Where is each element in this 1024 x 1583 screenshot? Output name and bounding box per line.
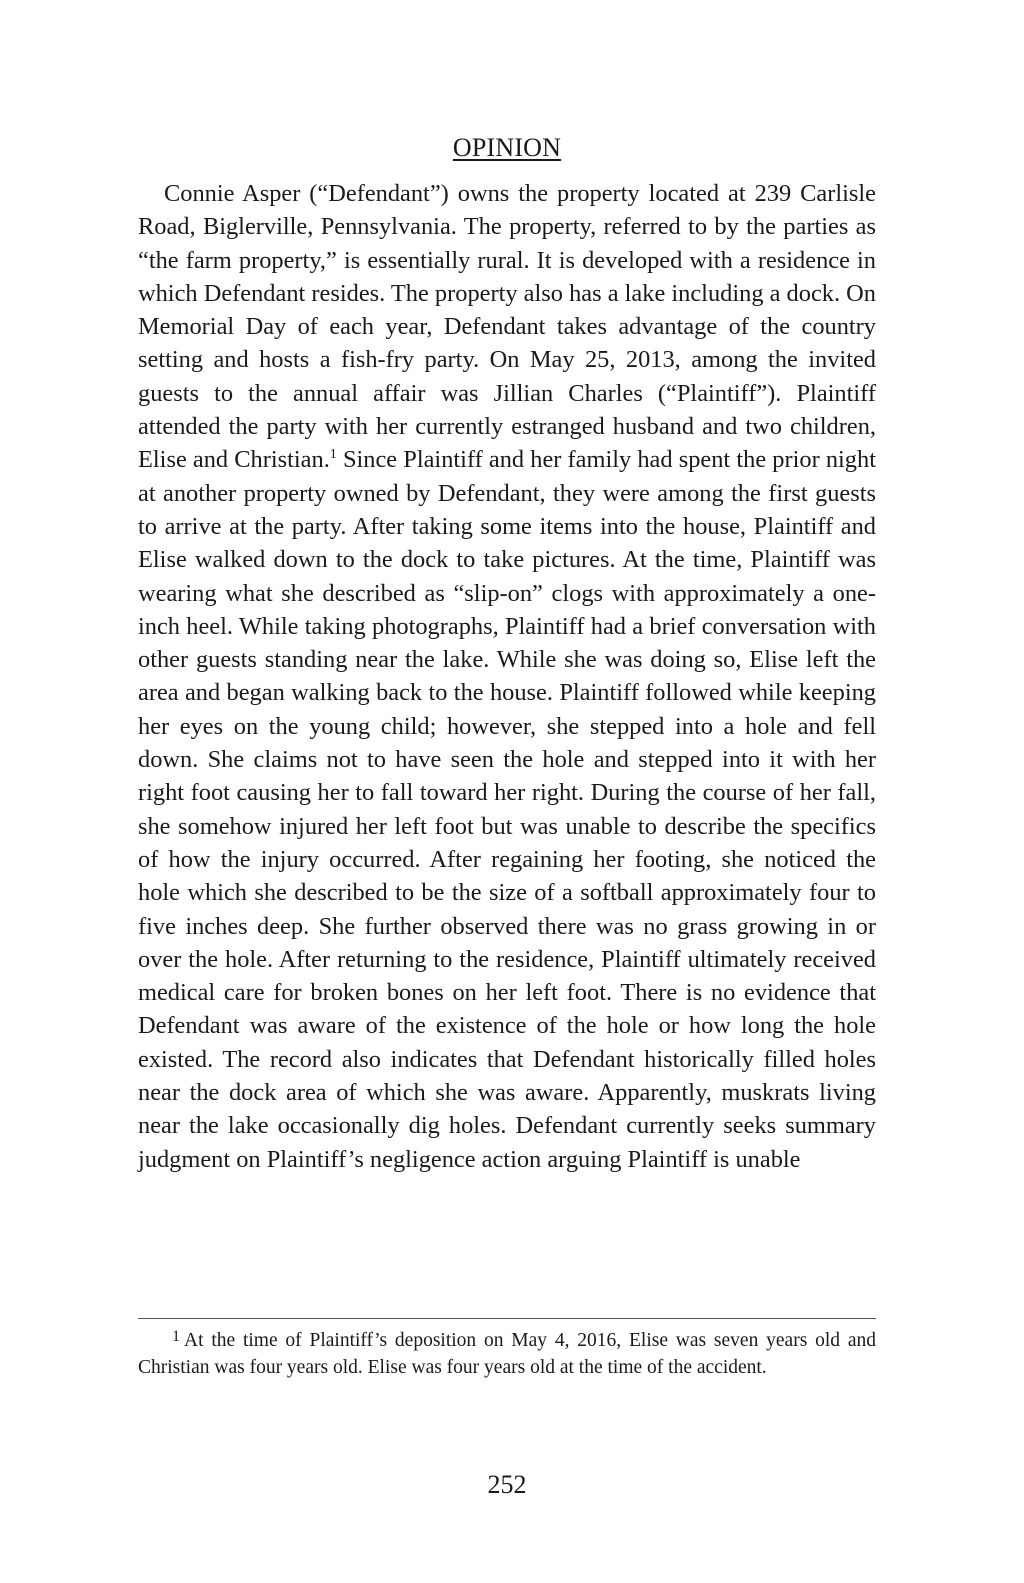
page-number: 252 [487,1470,527,1499]
section-heading: OPINION [452,133,562,162]
footnote-reference[interactable]: 1 [329,447,337,463]
footnote-divider [138,1318,876,1319]
paragraph-text-part-1: Connie Asper (“Defendant”) owns the property located at 239 Carlisle Road, Biglerville, Pennsylvania. The property, referred to by the parties as “the farm property,” is essentially rural. It is developed with a residence in which Defendant resides. The property also has a lake including a dock. On Memorial Day of each year, Defendant takes advantage of the country setting and hosts a fish-fry party. On May 25, 2013, among the invited guests to the annual affair was Jillian Charles (“Plaintiff”). Plaintiff attended the party with her currently estranged husband and two children, Elise and Christian. [138,180,876,474]
footnote [138,1327,876,1381]
footnote-number: 1 [172,1328,180,1345]
footnote-text: At the time of Plaintiff’s deposition on May 4, 2016, Elise was seven years old and Christian was four years old. Elise was four years old at the time of the accident. [138,1330,876,1378]
opinion-body-paragraph [138,177,876,1176]
paragraph-text-part-2: Since Plaintiff and her family had spent the prior night at another property owned by Defendant, they were among the first guests to arrive at the party. After taking some items into the house, Plaintiff and Elise walked down to the dock to take pictures. At the time, Plaintiff was wearing what she described as “slip-on” clogs with approximately a one-inch heel. While taking photographs, Plaintiff had a brief conversation with other guests standing near the lake. While she was doing so, Elise left the area and began walking back to the house. Plaintiff followed while keeping her eyes on the young child; however, she stepped into a hole and fell down. She claims not to have seen the hole and stepped into it with her right foot causing her to fall toward her right. During the course of her fall, she somehow injured her left foot but was unable to describe the specifics of how the injury occurred. After regaining her footing, she noticed the hole which she described to be the size of a softball approximately four to five inches deep. She further observed there was no grass growing in or over the hole. After returning to the residence, Plaintiff ultimately received medical care for broken bones on her left foot. There is no evidence that Defendant was aware of the existence of the hole or how long the hole existed. The record also indicates that Defendant historically filled holes near the dock area of which she was aware. Apparently, muskrats living near the lake occasionally dig holes. Defendant currently seeks summary judgment on Plaintiff’s negligence action arguing Plaintiff is unable [138,446,876,1173]
